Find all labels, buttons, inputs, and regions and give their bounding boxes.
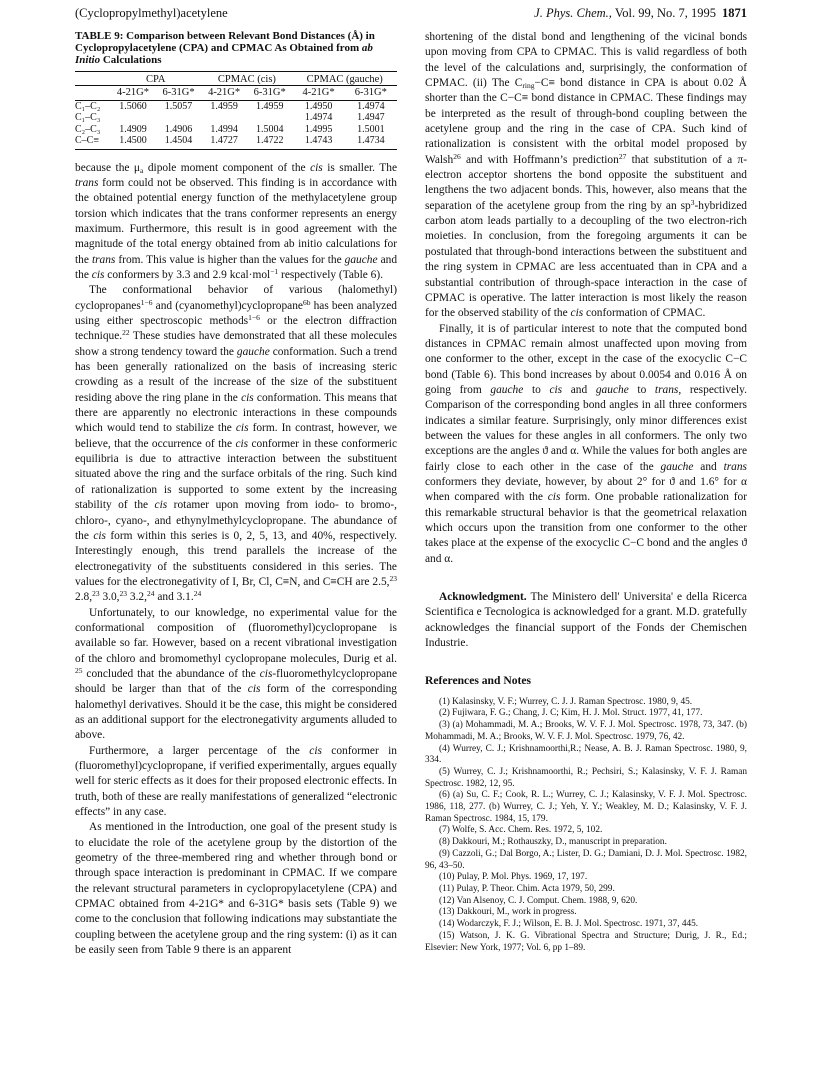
- reference-item: (14) Wodarczyk, F. J.; Wilson, E. B. J. Mol. Spectrosc. 1971, 37, 445.: [439, 919, 699, 930]
- running-head-title: (Cyclopropylmethyl)acetylene: [75, 6, 228, 20]
- paragraph: because the $\mu_a$ dipole moment component of the cis is smaller. The trans form could not be observed. This finding is in accordance with the obtained potential energy function of the methylacetylene group torsion which indicates that the trans conformer represents an energy maximum. Furthermore, this result is in good agreement with the magnitude of the total energy obtained from ab initio calculations for the trans from. This value is higher than the values for the gauche and the cis conformers by 3.3 and 2.9 kcal·mol$^{-1}$ respectively (Table 6).: [75, 161, 398, 282]
- bond-distance-table: [75, 71, 397, 150]
- reference-item: (15) Watson, J. K. G. Vibrational Spectra and Structure; Durig, J. R., Ed.; Elsevier: New York, 1977; Vol. 6, pp 1–89.: [425, 930, 747, 953]
- volume-issue: Vol. 99, No. 7, 1995: [614, 6, 716, 20]
- reference-item: (13) Dakkouri, M., work in progress.: [439, 907, 577, 918]
- acknowledgment: Acknowledgment. The Ministero dell' Universita' e della Ricerca Scientifica e Tecnologica is acknowledged for a grant. M.D. gratefully acknowledges the financial support of the Fonds der Chemischen Industrie.: [425, 591, 747, 650]
- references-heading: References and Notes: [425, 674, 532, 688]
- reference-item: (3) (a) Mohammadi, M. A.; Brooks, W. V. F. J. Mol. Spectrosc. 1978, 73, 347. (b) Mohammadi, M. A.; Brooks, W. V. F. J. Mol. Spectrosc. 1979, 76, 42.: [425, 720, 747, 742]
- table-row: C₁–C₃ 1.4974 1.4947: [75, 112, 385, 124]
- right-column: [425, 30, 747, 954]
- paragraph: As mentioned in the Introduction, one goal of the present study is to elucidate the role of the acetylene group by the distortion of the geometry of the three-membered ring and whether through bond or through space interaction is predominant in CPMAC. If we compare the relevant structural parameters in cyclopropylacetylene (CPA) and CPMAC obtained from 4-21G* and 6-31G* basis sets (Table 9) we come to the conclusion that following indications may substantiate the coupling between the acetylene group and the ring system: (i) as it can be easily seen from Table 9 there is an apparent: [75, 821, 397, 957]
- table-basis-header: 4-21G* 6-31G* 4-21G* 6-31G* 4-21G* 6-31G*: [75, 86, 397, 101]
- running-head-citation: [534, 4, 747, 22]
- group-cpmac-cis: CPMAC (cis): [201, 71, 292, 86]
- reference-item: (1) Kalasinsky, V. F.; Wurrey, C. J. J. Raman Spectrosc. 1980, 9, 45.: [439, 696, 693, 707]
- reference-item: (8) Dakkouri, M.; Rothauszky, D., manuscript in preparation.: [439, 837, 667, 848]
- table-caption: TABLE 9: Comparison between Relevant Bond Distances (Å) in Cyclopropylacetylene (CPA) and CPMAC As Obtained from ab Initio Calculations: [75, 30, 375, 67]
- reference-item: (7) Wolfe, S. Acc. Chem. Res. 1972, 5, 102.: [439, 825, 603, 836]
- left-column: [75, 30, 397, 958]
- table-row: C₁–C₂ 1.5060 1.5057 1.4959 1.4959 1.4950 1.4974: [75, 100, 385, 112]
- reference-item: (10) Pulay, P. Mol. Phys. 1969, 17, 197.: [439, 872, 588, 883]
- reference-item: (12) Van Alsenoy, C. J. Comput. Chem. 1988, 9, 620.: [439, 895, 638, 906]
- reference-item: (2) Fujiwara, F. G.; Chang, J. C; Kim, H. J. Mol. Struct. 1977, 41, 177.: [439, 708, 703, 719]
- table-group-header: [75, 71, 397, 86]
- group-cpa: CPA: [110, 71, 201, 86]
- running-head: [75, 4, 747, 22]
- page-number: 1871: [722, 6, 747, 20]
- reference-item: (11) Pulay, P. Theor. Chim. Acta 1979, 50, 299.: [439, 884, 615, 894]
- paragraph: Finally, it is of particular interest to note that the computed bond distances in CPMAC remain almost unaffected upon moving from one conformer to the other, except in the case of the exocyclic C−C bond (Table 6). This bond increases by about 0.0054 and 0.016 Å on going from gauche to cis and gauche to trans, respectively. Comparison of the corresponding bond angles in all three conformers indicates a similar feature. Surprisingly, only minor differences exist between the values for these angles in all conformers. The only two exceptions are the angles ϑ and α. While the values for both angles are fairly close to each other in the case of the gauche and trans conformers they deviate, however, by about 2° for ϑ and 1.6° for α when compared with the cis form. One probable rationalization for this remarkable structural behavior is that the geometrical relaxation which occurs upon the transition from one conformer to the other takes place at the expense of the exocyclic C−C bond and the angles ϑ and α.: [425, 322, 748, 565]
- reference-item: (4) Wurrey, C. J.; Krishnamoorthi,R.; Nease, A. B. J. Raman Spectrosc. 1980, 9, 334.: [425, 743, 747, 766]
- table-row: C–C≡ 1.4500 1.4504 1.4727 1.4722 1.4743 1.4734: [75, 135, 397, 149]
- paragraph: shortening of the distal bond and lengthening of the vicinal bonds upon moving from CPA to CPMAC. This is valid regardless of both the level of the calculations and, surprisingly, the conformation of CPMAC. (ii) The $C_{ring}-C\equiv$ bond distance in CPA is about 0.02 Å shorter than the C−C≡ bond distance in CPMAC. These findings may be interpreted as the result of through-bond coupling between the acetylene group and the ring in the case of CPA. Such kind of rationalization is consistent with the orbital model proposed by Walsh$^{26}$ and with Hoffmann’s prediction$^{27}$ that substitution of a π-electron acceptor shortens the bond opposite the substituent and lengthens the two adjacent bonds. This, however, also means that the separation of the acetylene group from the ring by an $sp^3$-hybridized carbon atom leads partially to a decoupling of the two electron-rich moieties. In conclusion, from the foregoing arguments it can be postulated that through-bond interactions between the substituent and the ring system in CPMAC are less accentuated than in CPA and a substantial contribution of through-space interaction in the case of CPMAC is operative. The latter interaction is most likely the reason for the observed stability of the cis conformation of CPMAC.: [425, 31, 748, 320]
- paragraph: Unfortunately, to our knowledge, no experimental value for the conformational composition of (fluoromethyl)cyclopropane is available so far. However, based on a recent vibrational investigation of the chloro and bromomethyl cyclopropane molecules, Durig et al. $^{25}$ concluded that the abundance of the cis-fluoromethylcyclopropane should be larger than that of the cis form of the corresponding halomethyl derivatives. Should it be the case, this might be considered as an additional support for the electronegativity arguments alluded to above.: [75, 606, 397, 742]
- reference-item: (5) Wurrey, C. J.; Krishnamoorthi, R.; Pechsiri, S.; Kalasinsky, V. F. J. Raman Spectrosc. 1982, 12, 95.: [425, 766, 747, 789]
- reference-item: (6) (a) Su, C. F.; Cook, R. L.; Wurrey, C. J.; Kalasinsky, V. F. J. Mol. Spectrosc. 1986, 118, 277. (b) Wurrey, C. J.; Yeh, Y. Y.; Weakley, M. D.; Kalasinsky, V. F. J. Raman Spectrosc. 1984, 15, 179.: [425, 790, 747, 824]
- paragraph: The conformational behavior of various (halomethyl) cyclopropanes$^{1-6}$ and (cyanomethyl)cyclopropane$^{6b}$ has been analyzed using either spectroscopic methods$^{1-6}$ or the electron diffraction technique.$^{22}$ These studies have demonstrated that all these molecules show a strong tendency toward the gauche conformation. Such a trend has been generally rationalized on the basis of increasing steric crowding as a result of the increase of the size of the substituent residing above the ring plane in the cis conformation. This means that there are apparently no electronic interactions in these compounds which would tend to stabilize the cis form. In contrast, however, we believe, that the occurrence of the cis conformer in these conformeric equilibria is due to attractive interaction between the substituent situated above the ring and the surface orbitals of the ring. Such kind of rationalization is supported to some extent by the increasing stability of the cis rotamer upon moving from iodo- to bromo-, chloro-, cyano-, and ethynylmethylcyclopropane. The abundance of the cis form within this series is 0, 2, 5, 13, and 40%, respectively. Interestingly enough, this trend parallels the increase of the electronegativity of the substituents considered in this series. The values for the electronegativity of I, Br, Cl, C≡N, and C≡CH are 2.5,23 2.8,23 3.0,23 3.2,24 and 3.1.24: [75, 284, 398, 604]
- paragraph: Furthermore, a larger percentage of the cis conformer in (fluoromethyl)cyclopropane, if verified experimentally, argues equally well for steric effects as it does for their proposed electronic effects. In truth, both of these are really manifestations of generalized “electronic effects” in any case.: [75, 744, 397, 819]
- reference-list: [425, 697, 747, 954]
- reference-item: (9) Cazzoli, G.; Dal Borgo, A.; Lister, D. G.; Damiani, D. J. Mol. Spectrosc. 1982, 96, 43–50.: [425, 848, 747, 871]
- table-row: C₂–C₃ 1.4909 1.4906 1.4994 1.5004 1.4995 1.5001: [75, 123, 385, 135]
- journal-name: J. Phys. Chem.,: [534, 6, 612, 20]
- group-cpmac-gauche: CPMAC (gauche): [292, 71, 397, 86]
